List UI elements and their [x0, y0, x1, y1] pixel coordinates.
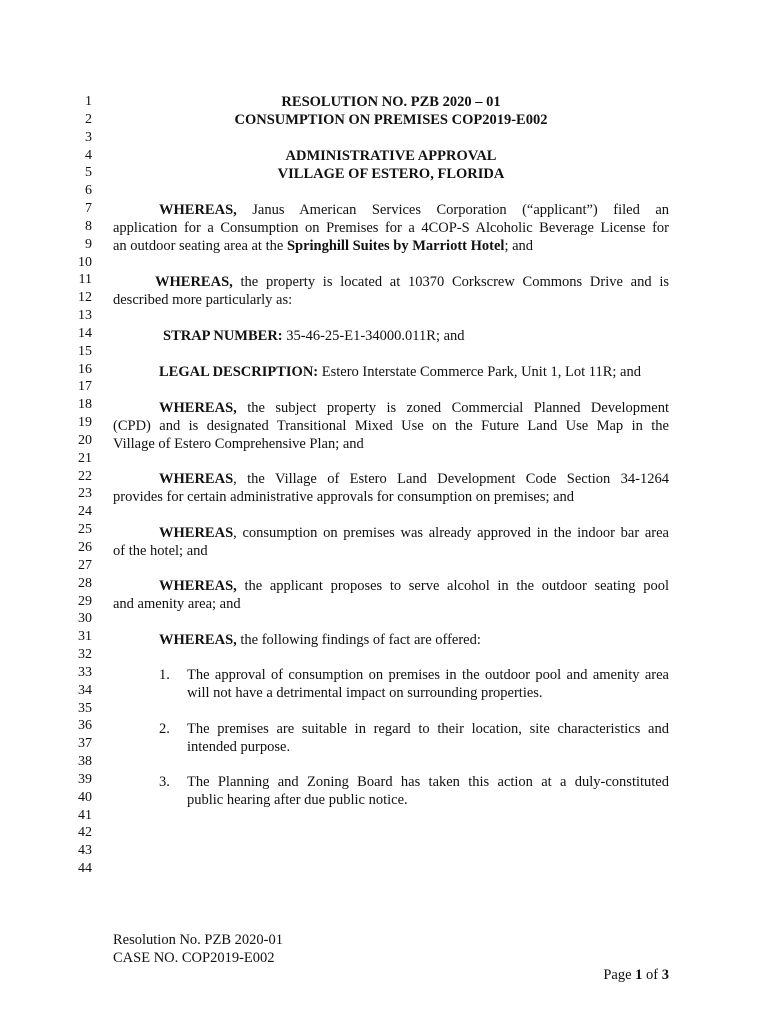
- whereas-applicant-line1: WHEREAS, Janus American Services Corporation (“applicant”) filed an: [159, 202, 670, 218]
- line-number: 29: [78, 593, 92, 609]
- line-number: 19: [78, 415, 92, 431]
- legal-description: LEGAL DESCRIPTION: Estero Interstate Commerce Park, Unit 1, Lot 11R; and: [159, 364, 641, 380]
- finding-text-line2: will not have a detrimental impact on surrounding properties.: [187, 685, 543, 701]
- line-number: 23: [78, 486, 92, 502]
- line-number: 4: [85, 147, 92, 163]
- finding-text-line1: The approval of consumption on premises in the outdoor pool and amenity area: [187, 667, 669, 683]
- footer-case: CASE NO. COP2019-E002: [113, 950, 275, 966]
- line-number: 5: [85, 165, 92, 181]
- finding-number: 2.: [159, 721, 170, 737]
- line-number: 10: [78, 254, 92, 270]
- line-number: 3: [85, 129, 92, 145]
- line-number: 40: [78, 789, 92, 805]
- line-number: 35: [78, 700, 92, 716]
- line-number: 26: [78, 540, 92, 555]
- whereas-applicant-line2: application for a Consumption on Premises for a 4COP-S Alcoholic Beverage License for: [113, 220, 669, 236]
- whereas-code-line1: WHEREAS, the Village of Estero Land Development Code Section 34-1264: [159, 471, 669, 487]
- whereas-prior-approval-line1: WHEREAS, consumption on premises was already approved in the indoor bar area: [159, 525, 669, 541]
- line-number: 25: [78, 522, 92, 538]
- line-number: 38: [78, 754, 92, 770]
- line-number: 2: [85, 111, 92, 127]
- line-number: 11: [78, 272, 92, 288]
- whereas-zoning-line1: WHEREAS, the subject property is zoned Commercial Planned Development: [159, 400, 670, 416]
- line-number: 28: [78, 575, 92, 591]
- resolution-subject: CONSUMPTION ON PREMISES COP2019-E002: [234, 112, 548, 128]
- finding-text-line2: intended purpose.: [187, 739, 291, 755]
- line-number: 6: [85, 183, 92, 199]
- line-number: 43: [78, 843, 92, 859]
- line-number: 17: [78, 379, 92, 395]
- line-number: 22: [78, 468, 92, 484]
- line-number: 9: [85, 236, 92, 252]
- line-number: 32: [78, 647, 92, 663]
- line-number: 37: [78, 736, 92, 752]
- whereas-prior-approval-line2: of the hotel; and: [113, 543, 208, 559]
- line-number: 8: [85, 218, 92, 234]
- whereas-proposal-line2: and amenity area; and: [113, 596, 241, 612]
- line-number: 7: [85, 201, 92, 217]
- line-number: 44: [78, 861, 92, 877]
- whereas-location-line2: described more particularly as:: [113, 292, 293, 308]
- line-number: 34: [78, 682, 92, 698]
- finding-text-line1: The premises are suitable in regard to their location, site characteristics and: [187, 721, 669, 737]
- line-number: 24: [78, 504, 92, 520]
- whereas-code-line2: provides for certain administrative approvals for consumption on premises; and: [113, 489, 575, 505]
- page-number: Page 1 of 3: [603, 967, 669, 983]
- line-number: 13: [78, 308, 92, 324]
- whereas-proposal-line1: WHEREAS, the applicant proposes to serve alcohol in the outdoor seating pool: [159, 578, 669, 594]
- resolution-title: RESOLUTION NO. PZB 2020 – 01: [281, 94, 501, 110]
- finding-number: 1.: [159, 667, 170, 683]
- line-number: 16: [78, 361, 92, 377]
- line-number: 36: [78, 718, 92, 734]
- footer-resolution: Resolution No. PZB 2020-01: [113, 932, 283, 948]
- line-number: 18: [78, 397, 92, 413]
- whereas-zoning-line2: (CPD) and is designated Transitional Mixed Use on the Future Land Use Map in the: [113, 418, 669, 434]
- line-number: 27: [78, 557, 92, 573]
- whereas-applicant-line3: an outdoor seating area at the Springhill Suites by Marriott Hotel; and: [113, 238, 534, 254]
- village-heading: VILLAGE OF ESTERO, FLORIDA: [277, 166, 505, 182]
- line-number: 30: [78, 611, 92, 627]
- line-number: 33: [78, 664, 92, 680]
- line-number: 15: [78, 343, 92, 359]
- finding-number: 3.: [159, 774, 170, 790]
- line-number: 12: [78, 290, 92, 306]
- finding-text-line2: public hearing after due public notice.: [187, 792, 408, 808]
- approval-heading: ADMINISTRATIVE APPROVAL: [285, 148, 497, 164]
- strap-number: STRAP NUMBER: 35-46-25-E1-34000.011R; and: [163, 328, 465, 344]
- whereas-findings-intro: WHEREAS, the following findings of fact are offered:: [159, 632, 481, 648]
- line-number: 31: [78, 629, 92, 645]
- line-number: 20: [78, 432, 92, 448]
- line-number: 41: [78, 807, 92, 823]
- line-number: 21: [78, 450, 92, 466]
- whereas-zoning-line3: Village of Estero Comprehensive Plan; and: [113, 436, 364, 452]
- finding-text-line1: The Planning and Zoning Board has taken this action at a duly-constituted: [187, 774, 669, 790]
- whereas-location-line1: WHEREAS, the property is located at 10370 Corkscrew Commons Drive and is: [155, 274, 669, 290]
- line-number: 1: [85, 94, 92, 109]
- line-number: 42: [78, 825, 92, 841]
- line-number: 39: [78, 771, 92, 787]
- line-number: 14: [78, 325, 92, 341]
